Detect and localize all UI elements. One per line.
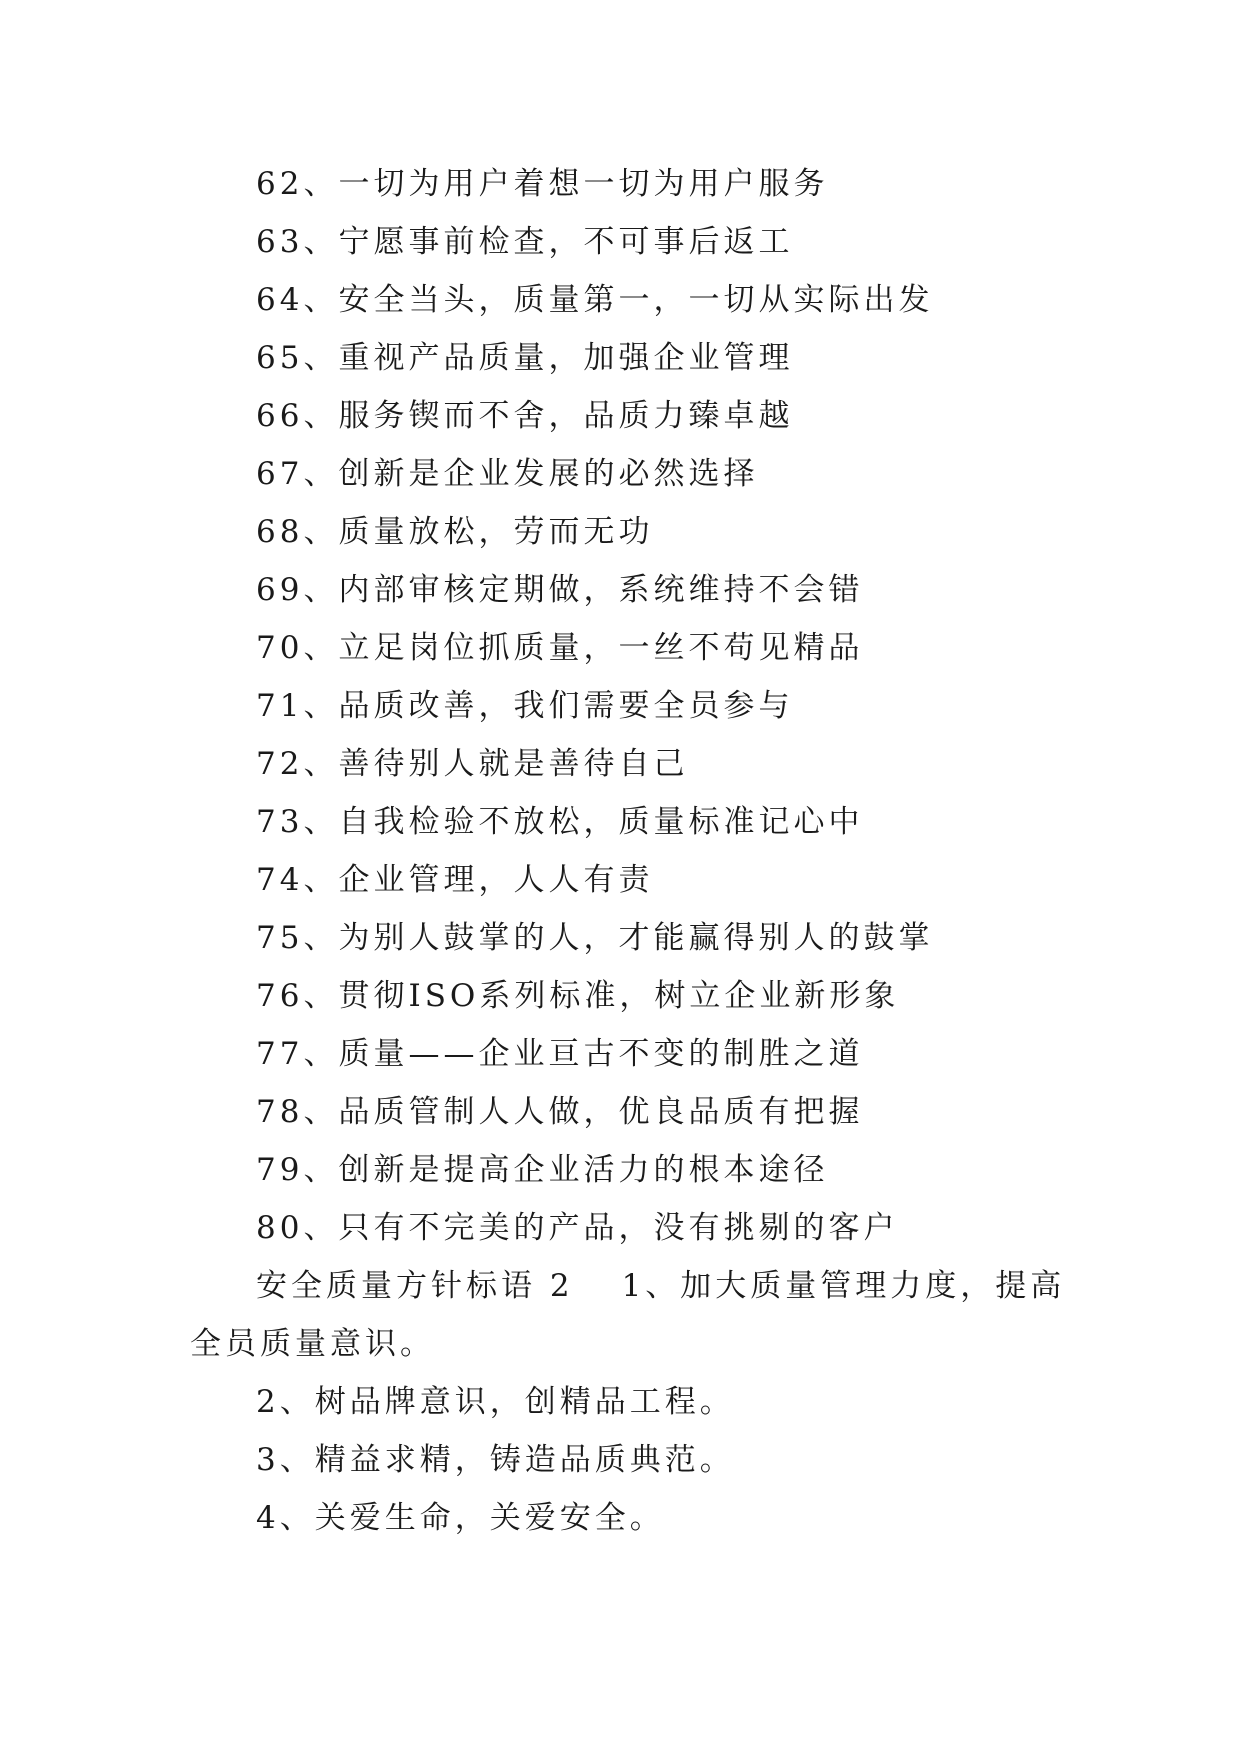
section-heading-line bbox=[256, 1266, 1065, 1306]
slogan-item-66: 66、服务锲而不舍，品质力臻卓越 bbox=[256, 398, 794, 434]
slogan-item-64: 64、安全当头，质量第一，一切从实际出发 bbox=[256, 282, 934, 318]
slogan-item-62: 62、一切为用户着想一切为用户服务 bbox=[256, 166, 829, 202]
section-heading: 安全质量方针标语 2 bbox=[256, 1268, 574, 1304]
section-item-3: 3、精益求精，铸造品质典范。 bbox=[256, 1442, 735, 1478]
slogan-item-73: 73、自我检验不放松，质量标准记心中 bbox=[256, 804, 864, 840]
slogan-item-78: 78、品质管制人人做，优良品质有把握 bbox=[256, 1094, 864, 1130]
slogan-item-77: 77、质量——企业亘古不变的制胜之道 bbox=[256, 1036, 864, 1072]
slogan-item-76: 76、贯彻ISO系列标准，树立企业新形象 bbox=[256, 978, 900, 1014]
slogan-item-68: 68、质量放松，劳而无功 bbox=[256, 514, 654, 550]
slogan-item-65: 65、重视产品质量，加强企业管理 bbox=[256, 340, 794, 376]
slogan-item-69: 69、内部审核定期做，系统维持不会错 bbox=[256, 572, 864, 608]
slogan-item-79: 79、创新是提高企业活力的根本途径 bbox=[256, 1152, 829, 1188]
section-item-4: 4、关爱生命，关爱安全。 bbox=[256, 1500, 665, 1536]
slogan-item-74: 74、企业管理，人人有责 bbox=[256, 862, 654, 898]
slogan-item-71: 71、品质改善，我们需要全员参与 bbox=[256, 688, 794, 724]
section-item-2: 2、树品牌意识，创精品工程。 bbox=[256, 1384, 735, 1420]
slogan-item-67: 67、创新是企业发展的必然选择 bbox=[256, 456, 759, 492]
slogan-item-72: 72、善待别人就是善待自己 bbox=[256, 746, 689, 782]
slogan-item-75: 75、为别人鼓掌的人，才能赢得别人的鼓掌 bbox=[256, 920, 934, 956]
section-item-1-part1: 1、加大质量管理力度，提高 bbox=[621, 1268, 1066, 1304]
slogan-item-80: 80、只有不完美的产品，没有挑剔的客户 bbox=[256, 1210, 899, 1246]
section-item-1-part2: 全员质量意识。 bbox=[190, 1326, 435, 1362]
slogan-item-70: 70、立足岗位抓质量，一丝不苟见精品 bbox=[256, 630, 864, 666]
slogan-item-63: 63、宁愿事前检查，不可事后返工 bbox=[256, 224, 794, 260]
